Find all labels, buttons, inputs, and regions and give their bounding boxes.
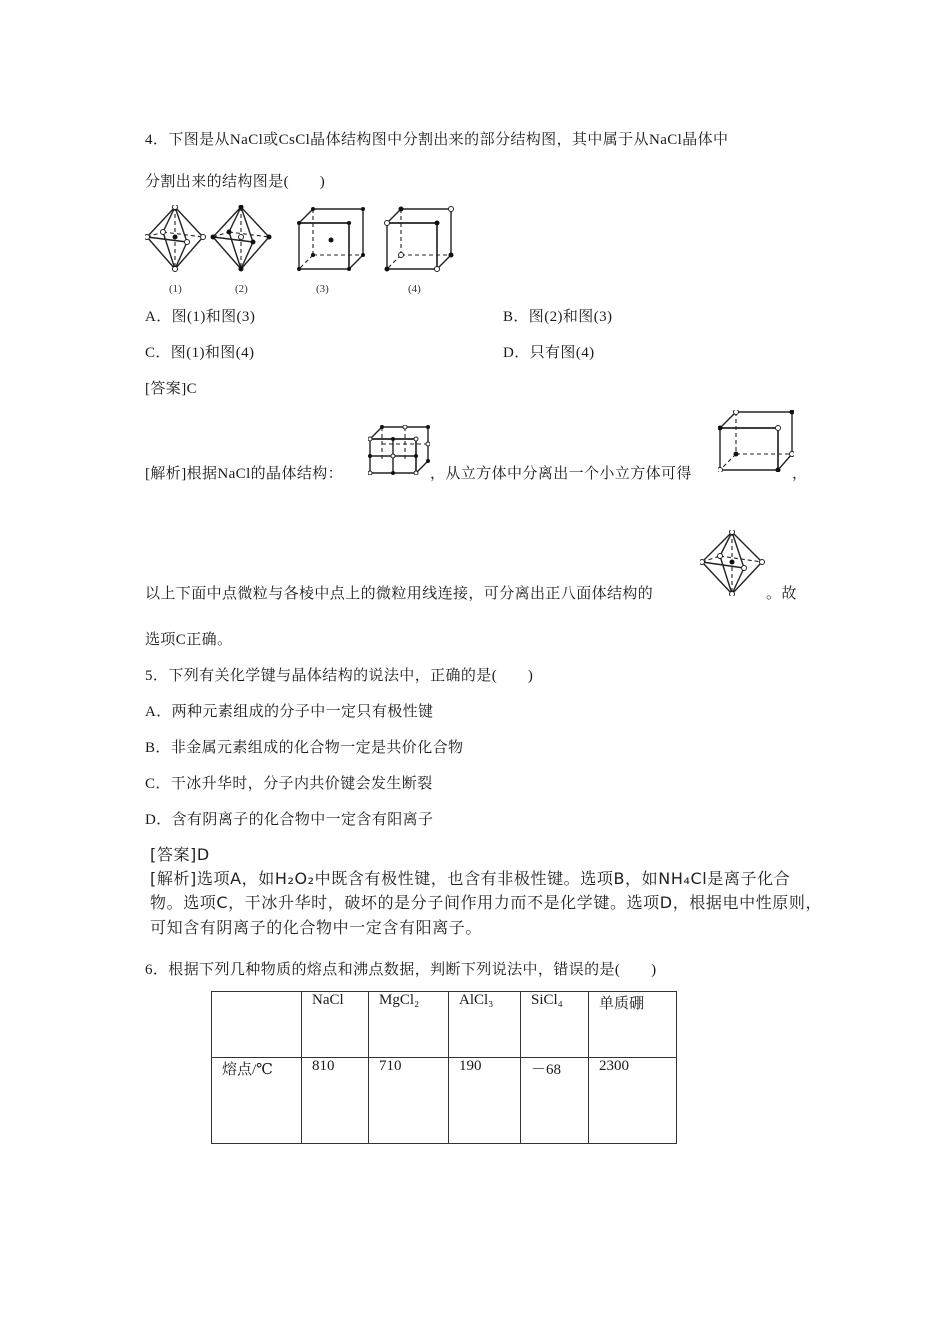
table-header-cell	[212, 992, 302, 1058]
q5-analysis-line1: [解析]选项A，如H₂O₂中既含有极性键，也含有非极性键。选项B，如NH₄Cl是离子化合	[150, 869, 791, 888]
q4-analysis-line2: 以上下面中点微粒与各棱中点上的微粒用线连接，可分离出正八面体结构的	[145, 586, 654, 602]
q4-option-a: A．图(1)和图(3)	[145, 309, 256, 325]
q5-analysis-line3: 可知含有阴离子的化合物中一定含有阳离子。	[150, 918, 483, 937]
small-cube-figure	[718, 410, 794, 472]
q4-option-b: B．图(2)和图(3)	[503, 309, 613, 325]
table-header-cell: 单质硼	[589, 992, 677, 1058]
q4-analysis-part1: [解析]根据NaCl的晶体结构：	[145, 466, 344, 482]
q5-option-d: D．含有阴离子的化合物中一定含有阳离子	[145, 812, 434, 828]
figure-label-1: (1)	[169, 283, 182, 295]
q5-option-a: A．两种元素组成的分子中一定只有极性键	[145, 704, 434, 720]
melting-point-table	[211, 991, 677, 1144]
q5-option-c: C．干冰升华时，分子内共价键会发生断裂	[145, 776, 433, 792]
table-header-cell: NaCl	[302, 992, 369, 1058]
q4-analysis-line2-end: 。故	[766, 586, 797, 602]
table-row	[212, 1058, 677, 1144]
figure-2-octahedron	[211, 205, 272, 272]
table-header-cell: MgCl₂	[369, 992, 449, 1058]
figure-label-2: (2)	[235, 283, 248, 295]
table-cell: －68	[521, 1058, 589, 1144]
table-cell: 熔点/℃	[212, 1058, 302, 1144]
table-cell: 2300	[589, 1058, 677, 1144]
q4-stem-line1: 4．下图是从NaCl或CsCl晶体结构图中分割出来的部分结构图，其中属于从NaCl晶体中	[145, 132, 729, 148]
table-cell: 810	[302, 1058, 369, 1144]
q5-analysis-line2: 物。选项C，干冰升华时，破坏的是分子间作用力而不是化学键。选项D，根据电中性原则，	[150, 893, 823, 912]
table-cell: 710	[369, 1058, 449, 1144]
q4-option-d: D．只有图(4)	[503, 345, 595, 361]
q4-analysis-part2: ，从立方体中分离出一个小立方体可得	[430, 466, 692, 482]
table-header-cell: SiCl₄	[521, 992, 589, 1058]
q4-figures	[145, 205, 475, 285]
figure-4-cube	[385, 207, 454, 272]
q5-option-b: B．非金属元素组成的化合物一定是共价化合物	[145, 740, 464, 756]
figure-label-4: (4)	[408, 283, 421, 295]
q4-stem-line2: 分割出来的结构图是( )	[145, 174, 326, 190]
q4-answer: [答案]C	[145, 381, 197, 397]
table-header-cell: AlCl₃	[449, 992, 521, 1058]
figure-label-3: (3)	[316, 283, 329, 295]
crystal-figures-row	[145, 205, 475, 280]
q4-option-c: C．图(1)和图(4)	[145, 345, 255, 361]
q6-stem: 6．根据下列几种物质的熔点和沸点数据，判断下列说法中，错误的是( )	[145, 962, 657, 978]
q5-answer: [答案]D	[150, 845, 210, 864]
q4-analysis-part3: ，	[792, 466, 808, 482]
q5-stem: 5．下列有关化学键与晶体结构的说法中，正确的是( )	[145, 668, 534, 684]
q4-analysis-line3: 选项C正确。	[145, 632, 233, 648]
octahedron-result-figure	[700, 530, 766, 596]
table-cell: 190	[449, 1058, 521, 1144]
figure-3-cube	[297, 207, 365, 271]
figure-1-octahedron	[145, 205, 206, 272]
table-header-row	[212, 992, 677, 1058]
nacl-lattice-figure	[368, 425, 430, 475]
